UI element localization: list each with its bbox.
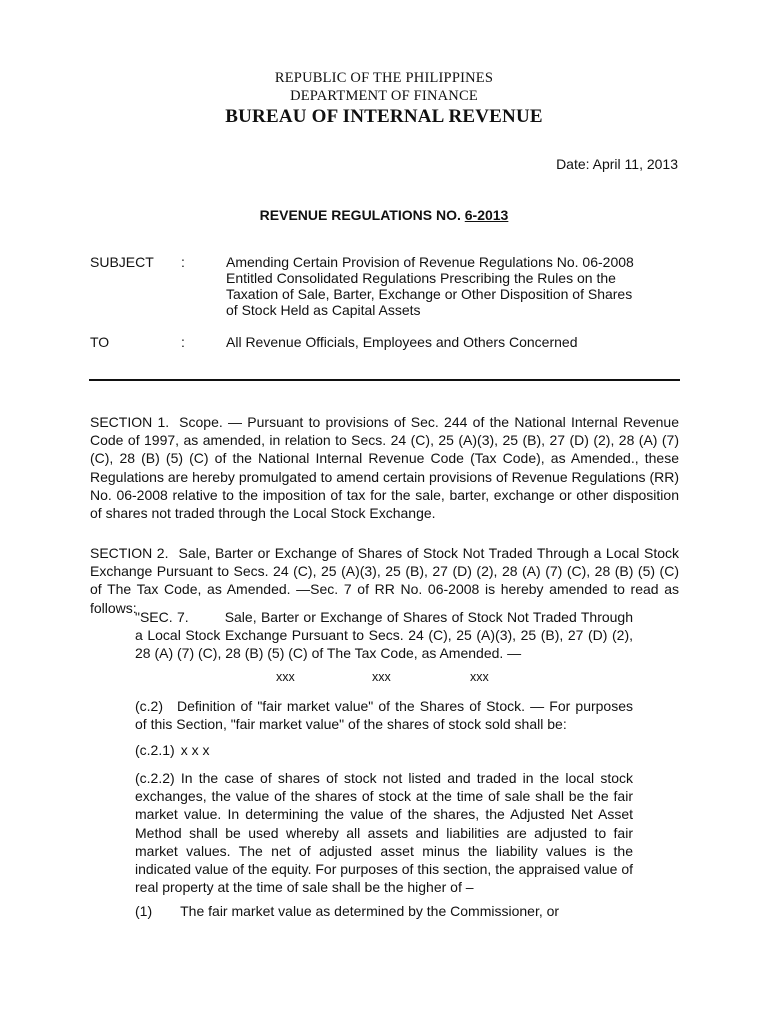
section-2 xyxy=(90,544,679,617)
section-1 xyxy=(90,413,679,522)
section-1-heading: SECTION 1. xyxy=(90,414,170,430)
subject-line: of Stock Held as Capital Assets xyxy=(226,302,421,318)
header-bureau: BUREAU OF INTERNAL REVENUE xyxy=(225,106,543,127)
subject-colon: : xyxy=(181,254,185,270)
clause-c21-label: (c.2.1) xyxy=(135,742,175,758)
clause-c2-label: (c.2) xyxy=(135,698,163,714)
subject-line: Entitled Consolidated Regulations Prescribing the Rules on the xyxy=(226,270,616,286)
regulation-title-prefix: REVENUE REGULATIONS NO. xyxy=(259,207,465,223)
clause-c21 xyxy=(135,741,633,759)
sec-7-quote xyxy=(135,608,633,663)
document-date: Date: April 11, 2013 xyxy=(556,156,678,172)
regulation-number: 6-2013 xyxy=(464,207,509,223)
clause-c2 xyxy=(135,697,633,733)
list-item-1-text: The fair market value as determined by the Commissioner, or xyxy=(180,903,560,919)
subject-label: SUBJECT xyxy=(90,254,154,270)
omission-mark: xxx xyxy=(276,670,295,684)
subject-line: Amending Certain Provision of Revenue Regulations No. 06-2008 xyxy=(226,254,634,270)
header-department: DEPARTMENT OF FINANCE xyxy=(290,88,478,104)
omission-mark: xxx xyxy=(470,670,489,684)
subject-value xyxy=(226,254,686,318)
list-item-1 xyxy=(135,902,633,920)
to-value: All Revenue Officials, Employees and Others Concerned xyxy=(226,334,578,350)
clause-c21-text: x x x xyxy=(180,742,210,758)
section-2-text: Sale, Barter or Exchange of Shares of Stock Not Traded Through a Local Stock Exchange Pursuant to Secs. 24 (C), 25 (A)(3), 25 (B), 27 (D) (2), 28 (A) (7) (C), 28 (B) (5) (C) of The Tax Code, as Amended. —Sec. 7 of RR No. 06-2008 is hereby amended to read as follows: xyxy=(90,545,679,616)
to-colon: : xyxy=(181,334,185,350)
section-2-heading: SECTION 2. xyxy=(90,545,169,561)
header-republic: REPUBLIC OF THE PHILIPPINES xyxy=(274,70,494,86)
section-1-text: Scope. — Pursuant to provisions of Sec. 244 of the National Internal Revenue Code of 1997, as amended, in relation to Secs. 24 (C), 25 (A)(3), 25 (B), 27 (D) (2), 28 (A) (7) (C), 28 (B) (5) (C) of the National Internal Revenue Code (Tax Code), as Amended., these Regulations are hereby promulgated to amend certain provisions of Revenue Regulations (RR) No. 06-2008 relative to the imposition of tax for the sale, barter, exchange or other disposition of shares not traded through the Local Stock Exchange. xyxy=(90,414,679,522)
subject-line: Taxation of Sale, Barter, Exchange or Other Disposition of Shares xyxy=(226,286,633,302)
list-item-1-label: (1) xyxy=(135,903,153,919)
horizontal-rule xyxy=(89,379,680,381)
clause-c22: (c.2.2) In the case of shares of stock not listed and traded in the local stock exchanges, the value of the shares of stock at the time of sale shall be the fair market value. In determining the value of the shares, the Adjusted Net Asset Method shall be used whereby all assets and liabilities are adjusted to fair market values. The net of adjusted asset minus the liability values is the indicated value of the equity. For purposes of this section, the appraised value of real property at the time of sale shall be the higher of – xyxy=(135,770,633,896)
sec-7-heading: "SEC. 7. xyxy=(135,609,189,625)
omission-mark: xxx xyxy=(372,670,391,684)
sec-7-text: Sale, Barter or Exchange of Shares of Stock Not Traded Through a Local Stock Exchange Pursuant to Secs. 24 (C), 25 (A)(3), 25 (B), 27 (D) (2), 28 (A) (7) (C), 28 (B) (5) (C) of The Tax Code, as Amended. — xyxy=(135,609,633,662)
to-label: TO xyxy=(90,334,110,350)
clause-c2-text: Definition of "fair market value" of the Shares of Stock. — For purposes of this Section, "fair market value" of the shares of stock sold shall be: xyxy=(135,698,633,733)
regulation-title xyxy=(0,207,768,223)
